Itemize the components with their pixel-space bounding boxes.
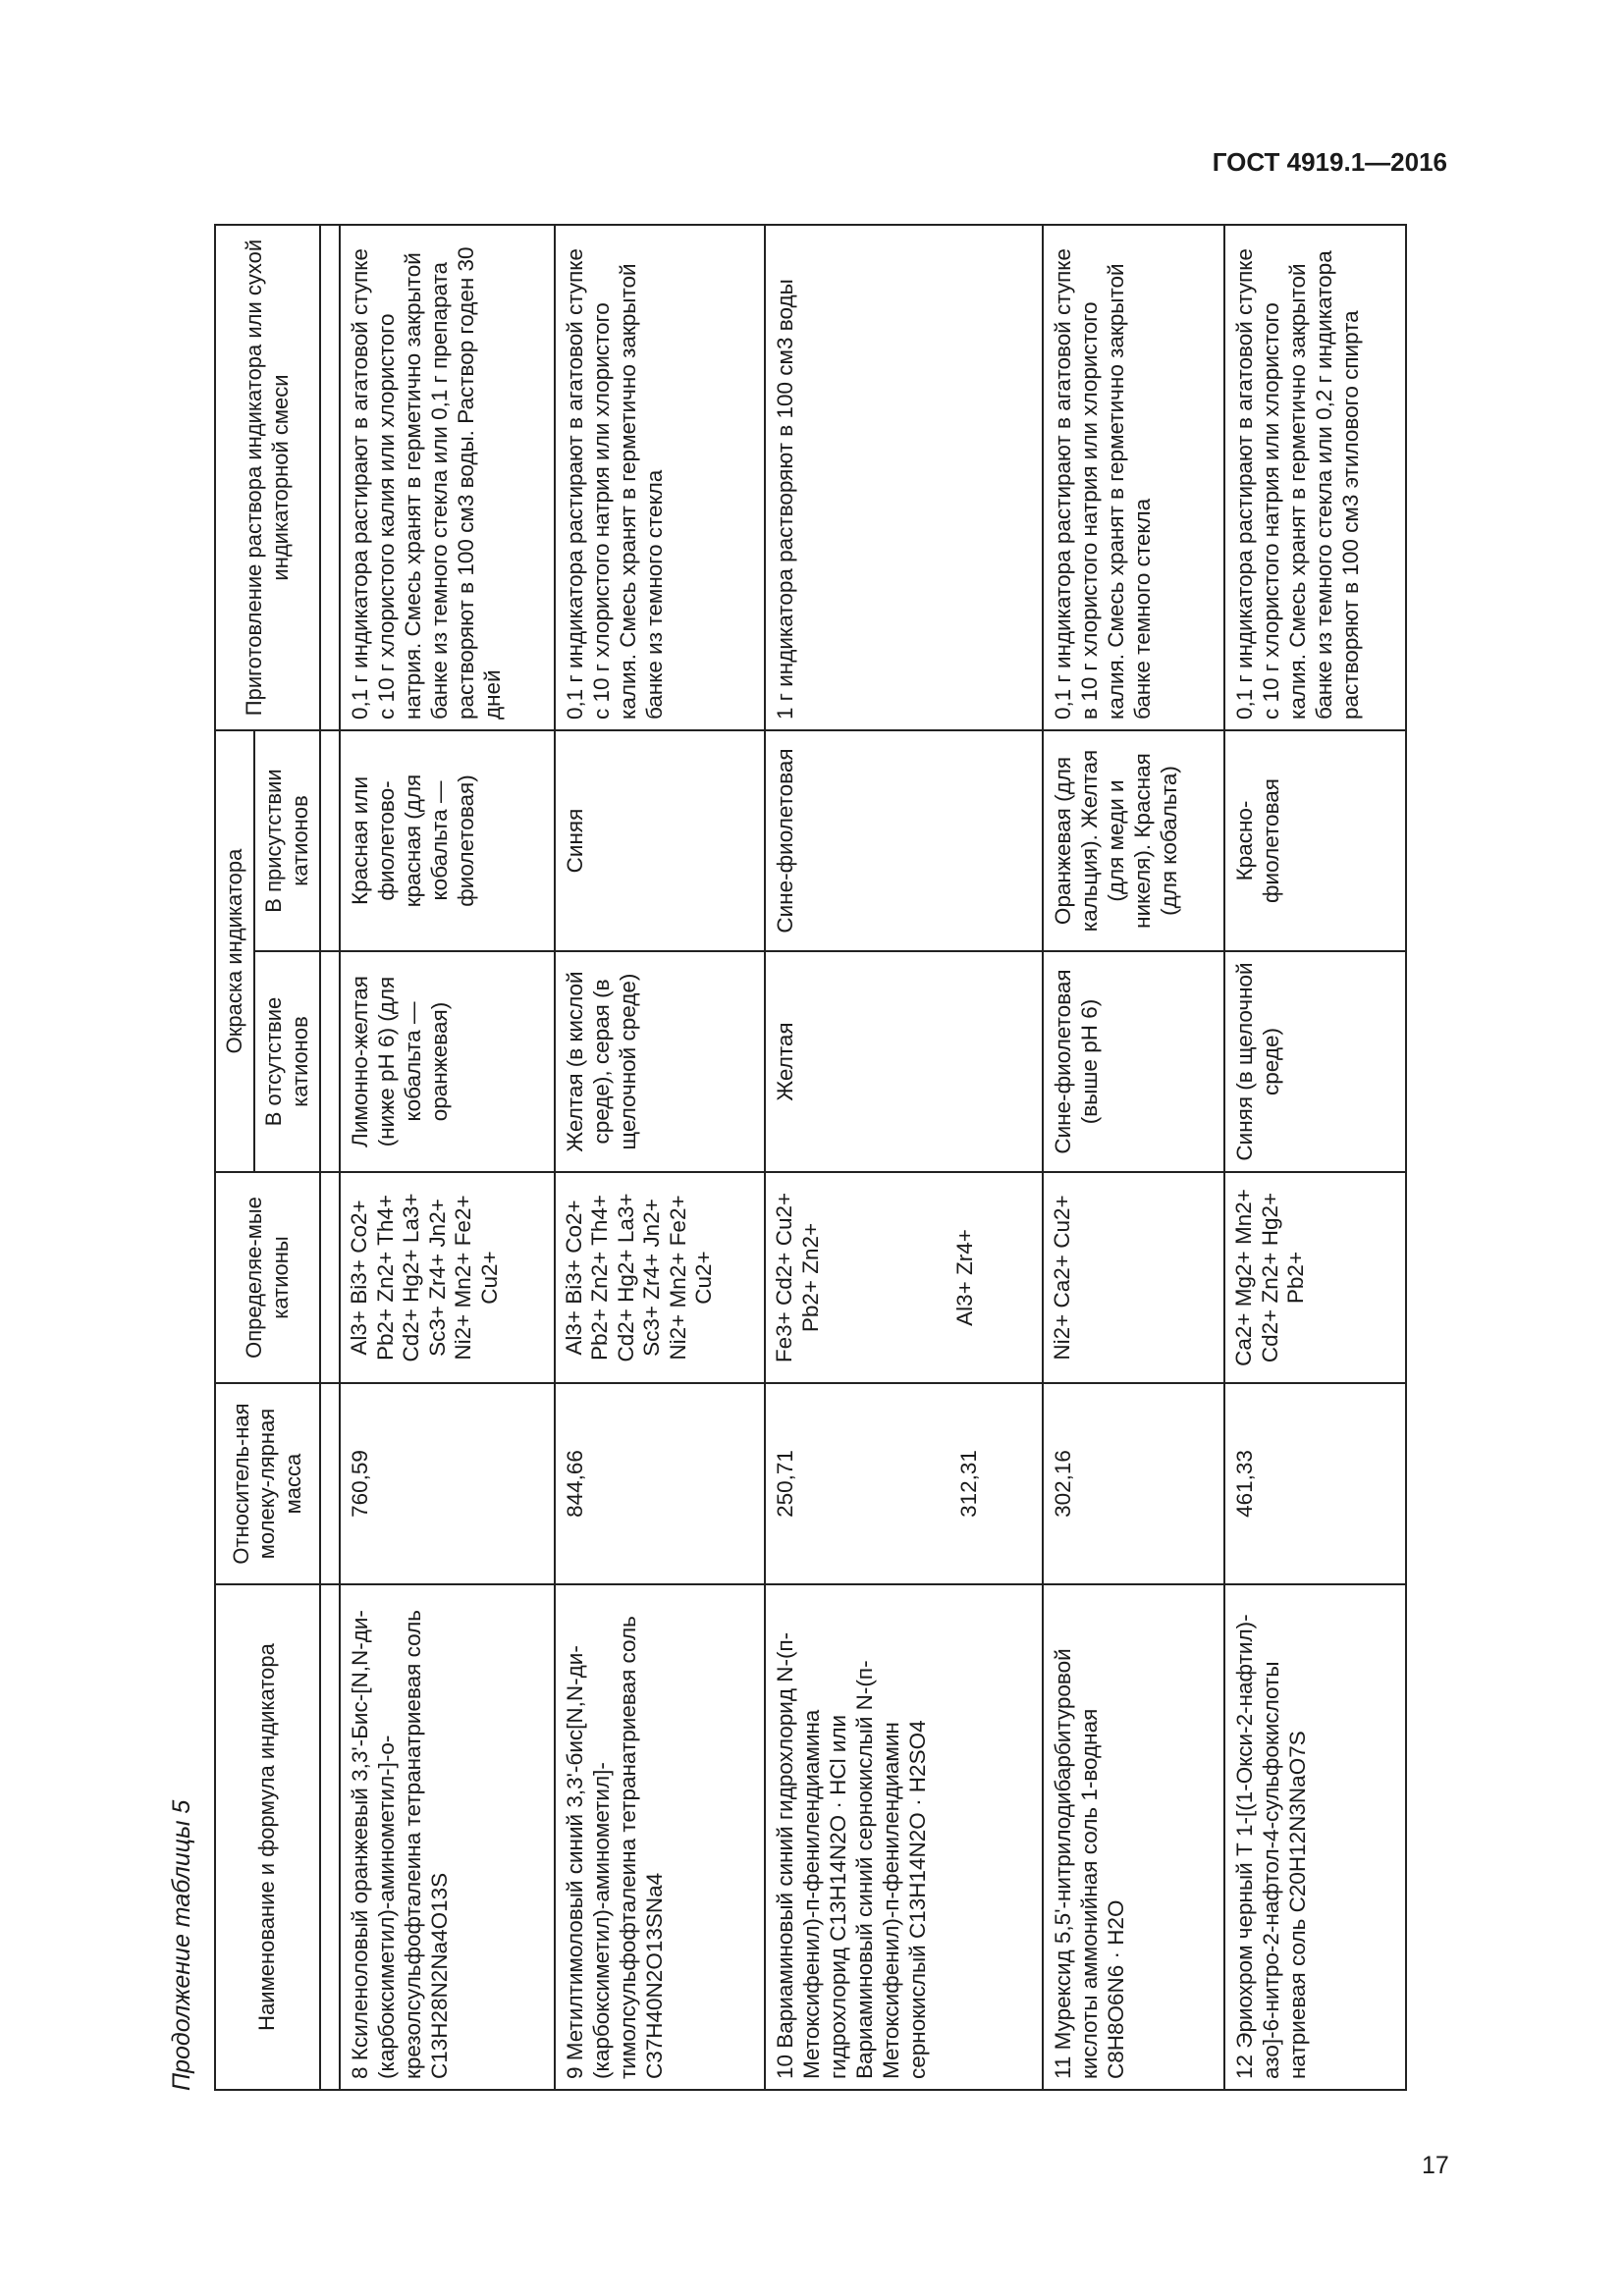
header-gap-row	[320, 225, 340, 2090]
page-number: 17	[1422, 2152, 1449, 2179]
preparation: 1 г индикатора растворяют в 100 см3 воды	[765, 225, 1043, 730]
col-header-preparation: Приготовление раствора индикатора или сухой индикаторной смеси	[215, 225, 320, 730]
col-header-color-absent: В отсутствие катионов	[254, 951, 320, 1172]
molecular-mass: 760,59	[340, 1383, 554, 1584]
determined-cations: Ni2+ Ca2+ Cu2+	[1043, 1172, 1224, 1383]
table-caption: Продолжение таблицы 5	[168, 1799, 195, 2091]
indicator-name: 12 Эриохром черный Т 1-[(1-Окси-2-нафтил)-азо]-6-нитро-2-нафтол-4-сульфокислоты натриевая соль C20H12N3NaO7S	[1224, 1584, 1406, 2090]
indicator-table	[214, 224, 1407, 2091]
determined-cations: Al3+ Bi3+ Co2+ Pb2+ Zn2+ Th4+ Cd2+ Hg2+ La3+ Sc3+ Zr4+ Jn2+ Ni2+ Mn2+ Fe2+ Cu2+	[340, 1172, 554, 1383]
determined-cations: Al3+ Bi3+ Co2+ Pb2+ Zn2+ Th4+ Cd2+ Hg2+ La3+ Sc3+ Zr4+ Jn2+ Ni2+ Mn2+ Fe2+ Cu2+	[555, 1172, 766, 1383]
col-header-mass: Относитель-ная молеку-лярная масса	[215, 1383, 320, 1584]
standard-code: ГОСТ 4919.1—2016	[1212, 147, 1447, 177]
preparation: 0,1 г индикатора растирают в агатовой ступке с 10 г хлористого натрия или хлористого калия. Смесь хранят в герметично закрытой банке из темного стекла или 0,2 г индикатора растворяют в 100 см3 этилового спирта	[1224, 225, 1406, 730]
molecular-mass: 844,66	[555, 1383, 766, 1584]
rotated-table-area	[157, 226, 1409, 2091]
color-present: Красно-фиолетовая	[1224, 730, 1406, 951]
color-absent: Желтая (в кислой среде), серая (в щелочной среде)	[555, 951, 766, 1172]
table-row	[1224, 225, 1406, 2090]
color-absent: Желтая	[765, 951, 1043, 1172]
determined-cations: Ca2+ Mg2+ Mn2+ Cd2+ Zn2+ Hg2+ Pb2+	[1224, 1172, 1406, 1383]
col-header-name: Наименование и формула индикатора	[215, 1584, 320, 2090]
determined-cations-2: Al3+ Zr4+	[951, 1229, 977, 1326]
table-row	[340, 225, 554, 2090]
col-header-cations: Определяе-мые катионы	[215, 1172, 320, 1383]
color-absent: Сине-фиолетовая (выше pH 6)	[1043, 951, 1224, 1172]
col-header-color-present: В присутствии катионов	[254, 730, 320, 951]
indicator-name: 8 Ксиленоловый оранжевый 3,3'-Бис-[N,N-ди-(карбоксиметил)-аминометил-]-о-крезолсульфофталеина тетранатриевая соль C13H28N2Na4O13S	[340, 1584, 554, 2090]
color-present: Оранжевая (для кальция). Желтая (для меди и никеля). Красная (для кобальта)	[1043, 730, 1224, 951]
table-rotation-frame	[157, 226, 1409, 2091]
molecular-mass	[765, 1383, 1043, 1584]
color-present: Сине-фиолетовая	[765, 730, 1043, 951]
indicator-name: 9 Метилтимоловый синий 3,3'-бис[N,N-ди-(карбоксиметил)-аминометил]-тимолсульфофталеина тетранатриевая соль C37H40N2O13SNa4	[555, 1584, 766, 2090]
preparation: 0,1 г индикатора растирают в агатовой ступке в 10 г хлористого натрия или хлористого калия. Смесь хранят в герметично закрытой банке темного стекла	[1043, 225, 1224, 730]
molecular-mass-2: 312,31	[956, 1450, 982, 1518]
table-row	[555, 225, 766, 2090]
preparation: 0,1 г индикатора растирают в агатовой ступке с 10 г хлористого калия или хлористого натрия. Смесь хранят в герметично закрытой банке из темного стекла или 0,1 г препарата растворяют в 100 см3 воды. Раствор годен 30 дней	[340, 225, 554, 730]
table-row	[765, 225, 1043, 2090]
determined-cations-1: Fe3+ Cd2+ Cu2+ Pb2+ Zn2+	[772, 1192, 823, 1363]
table-header-row	[215, 225, 254, 2090]
determined-cations	[765, 1172, 1043, 1383]
preparation: 0,1 г индикатора растирают в агатовой ступке с 10 г хлористого натрия или хлористого калия. Смесь хранят в герметично закрытой банке из темного стекла	[555, 225, 766, 730]
color-present: Красная или фиолетово-красная (для кобальта — фиолетовая)	[340, 730, 554, 951]
color-present: Синяя	[555, 730, 766, 951]
color-absent: Синяя (в щелочной среде)	[1224, 951, 1406, 1172]
table-row	[1043, 225, 1224, 2090]
molecular-mass-1: 250,71	[773, 1450, 798, 1518]
indicator-name: 11 Мурексид 5,5'-нитрилодибарбитуровой кислоты аммонийная соль 1-водная C8H8O6N6 · H2O	[1043, 1584, 1224, 2090]
col-header-color-group: Окраска индикатора	[215, 730, 254, 1172]
indicator-name: 10 Вариаминовый синий гидрохлорид N-(п-Метоксифенил)-п-фенилендиамина гидрохлорид C13H14N2O · HCl или Вариаминовый синий сернокислый N-(п-Метоксифенил)-п-фенилендиамин сернокислый C13H14N2O · H2SO4	[765, 1584, 1043, 2090]
molecular-mass: 461,33	[1224, 1383, 1406, 1584]
molecular-mass: 302,16	[1043, 1383, 1224, 1584]
color-absent: Лимонно-желтая (ниже pH 6) (для кобальта — оранжевая)	[340, 951, 554, 1172]
